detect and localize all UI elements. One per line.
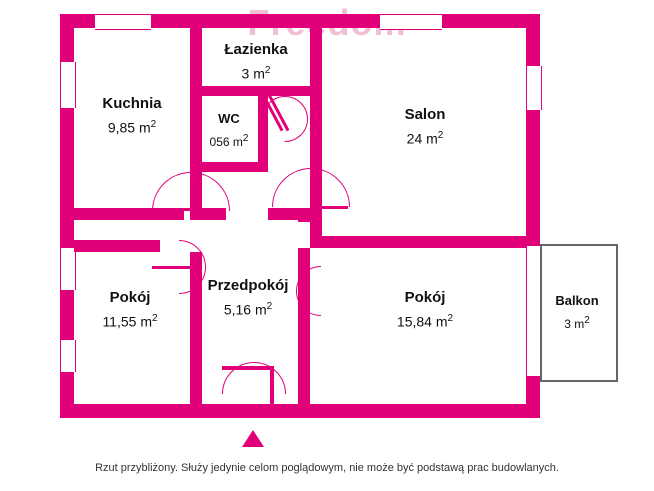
door-leaf-kitchen bbox=[152, 208, 190, 211]
window-left-room-2 bbox=[60, 340, 76, 372]
window-left-room bbox=[60, 248, 76, 290]
door-leaf-room-left bbox=[152, 266, 194, 269]
door-leaf-entrance-head bbox=[222, 366, 274, 370]
door-arc-wc bbox=[262, 96, 308, 142]
room-name: Pokój bbox=[404, 289, 446, 306]
door-leaf-bathroom bbox=[310, 206, 348, 209]
room-label-pokoj-right bbox=[360, 288, 490, 332]
room-area: 056 $m^2$ bbox=[209, 132, 249, 149]
window-top-salon bbox=[380, 14, 442, 30]
interior-wall-bathroom-bottom bbox=[202, 86, 310, 96]
interior-wall-corridor-right-top bbox=[298, 208, 310, 222]
interior-wall-hall-top-right bbox=[268, 208, 322, 220]
room-label-kuchnia bbox=[70, 94, 194, 138]
interior-wall-wc-bottom bbox=[202, 162, 268, 172]
room-label-balkon bbox=[542, 292, 612, 332]
room-name: Salon bbox=[404, 106, 446, 123]
room-area: 3 $m^2$ bbox=[241, 65, 271, 82]
room-area: 24 $m^2$ bbox=[406, 130, 444, 147]
room-name: Łazienka bbox=[224, 41, 288, 58]
room-area: 3 $m^2$ bbox=[564, 314, 590, 331]
interior-wall-salon-bottom bbox=[310, 236, 526, 248]
door-leaf-entrance bbox=[270, 366, 274, 406]
room-name: Pokój bbox=[109, 289, 151, 306]
interior-wall-room-left-top bbox=[74, 240, 160, 252]
room-name: Balkon bbox=[555, 293, 599, 308]
window-top-kitchen bbox=[95, 14, 151, 30]
room-label-wc bbox=[196, 110, 262, 150]
room-area: 15,84 $m^2$ bbox=[396, 313, 454, 330]
room-label-przedpokoj bbox=[196, 276, 300, 320]
room-label-lazienka bbox=[196, 40, 316, 84]
room-label-salon bbox=[350, 105, 500, 149]
room-area: 9,85 $m^2$ bbox=[107, 119, 157, 136]
room-name: Kuchnia bbox=[102, 95, 162, 112]
room-name: WC bbox=[218, 111, 240, 126]
room-name: Przedpokój bbox=[207, 277, 289, 294]
disclaimer-caption: Rzut przybliżony. Służy jedynie celom poglądowym, nie może być podstawą prac budowlanych. bbox=[95, 462, 559, 474]
room-label-pokoj-left bbox=[70, 288, 190, 332]
room-area: 11,55 $m^2$ bbox=[102, 313, 158, 330]
entrance-arrow bbox=[242, 430, 264, 447]
door-leaf-room-right bbox=[304, 266, 307, 312]
room-area: 5,16 $m^2$ bbox=[223, 301, 273, 318]
window-right-salon bbox=[526, 66, 542, 110]
